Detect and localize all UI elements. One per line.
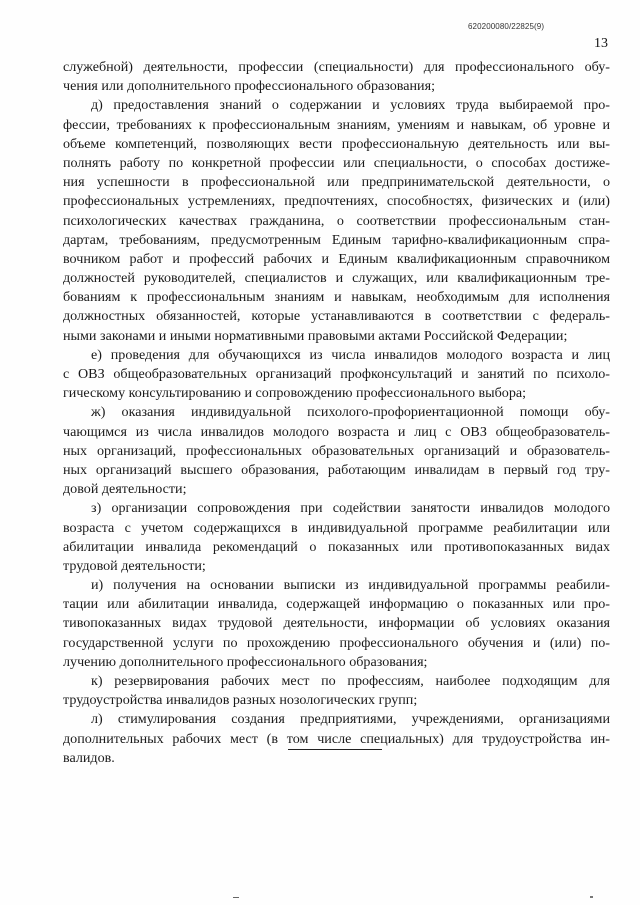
- text-line: абилитации инвалида рекомендаций о показанных или противопоказанных видах: [63, 538, 610, 555]
- text-line: л) стимулирования создания предприятиями, учреждениями, организациями: [91, 711, 610, 728]
- text-line: психологических качествах гражданина, о соответствии профессиональным стан-: [63, 212, 610, 229]
- text-line: ными законами и иными нормативными правовыми актами Российской Федерации;: [63, 327, 568, 344]
- text-line: возраста с учетом содержащихся в индивидуальной программе реабилитации или: [63, 519, 610, 536]
- paragraph-item-z: [63, 499, 610, 576]
- paragraph-item-i: [63, 576, 610, 672]
- document-id: 620200080/22825(9): [468, 22, 545, 31]
- paragraph-item-k: [63, 672, 610, 710]
- text-line: с ОВЗ общеобразовательных организаций профконсультаций и занятий по психоло-: [63, 366, 610, 382]
- text-line: валидов.: [63, 749, 115, 766]
- text-line: ния успешности в профессиональной или предпринимательской деятельности, о: [63, 174, 610, 191]
- text-line: объеме компетенций, позволяющих вести профессиональную деятельность или вы-: [63, 135, 610, 152]
- text-line: лучению дополнительного профессионального образования;: [63, 653, 428, 670]
- text-line: государственной услуги по прохождению профессионального обучения и (или) по-: [63, 634, 610, 651]
- text-line: чающимся из числа инвалидов молодого возраста и лиц с ОВЗ общеобразователь-: [63, 423, 610, 440]
- paragraph-item-l: [63, 710, 610, 768]
- text-line: профессиональных устремлениях, предпочтениях, способностях, физических и (или): [63, 193, 610, 210]
- scan-artifact: [233, 897, 239, 898]
- text-line: ж) оказания индивидуальной психолого-профориентационной помощи обу-: [91, 404, 610, 421]
- document-body: [63, 58, 610, 768]
- page-number: 13: [594, 36, 608, 51]
- text-line: трудоустройства инвалидов разных нозологических групп;: [63, 692, 418, 709]
- paragraph-item-e: [63, 346, 610, 404]
- text-line: дартам, требованиям, предусмотренным Единым тарифно-квалификационным спра-: [63, 231, 610, 248]
- paragraph-item-d: [63, 96, 610, 345]
- text-line: чения или дополнительного профессионального образования;: [63, 78, 435, 95]
- text-line: тивопоказанных видах трудовой деятельности, информации об условиях оказания: [63, 615, 610, 632]
- text-line: полнять работу по конкретной профессии или специальности, о способах достиже-: [63, 154, 610, 171]
- text-line: к) резервирования рабочих мест по профессиям, наиболее подходящим для: [91, 673, 610, 689]
- text-line: дополнительных рабочих мест (в том числе специальных) для трудоустройства ин-: [63, 730, 610, 747]
- text-line: должностей руководителей, специалистов и служащих, или квалификационным тре-: [63, 270, 610, 287]
- paragraph-continuation: [63, 58, 610, 96]
- text-line: гическому консультированию и сопровождению профессионального выбора;: [63, 385, 527, 402]
- text-line: ных организаций высшего образования, работающим инвалидам в первый год тру-: [63, 461, 610, 478]
- text-line: е) проведения для обучающихся из числа инвалидов молодого возраста и лиц: [91, 346, 610, 363]
- text-line: довой деятельности;: [63, 481, 187, 498]
- paragraph-item-zh: [63, 403, 610, 499]
- text-line: вочником работ и профессий рабочих и Единым квалификационным справочником: [63, 250, 610, 267]
- scan-artifact: [590, 896, 593, 898]
- text-line: д) предоставления знаний о содержании и условиях труда выбираемой про-: [91, 97, 610, 114]
- text-line: ных организаций, профессиональных образовательных организаций и образователь-: [63, 442, 610, 459]
- text-line: фессии, требованиях к профессиональным знаниям, умениям и навыкам, об уровне и: [63, 116, 610, 133]
- text-line: должностных обязанностей, которые устанавливаются в соответствии с федераль-: [63, 308, 610, 325]
- text-line: и) получения на основании выписки из индивидуальной программы реабили-: [91, 577, 610, 594]
- end-of-document-rule: [288, 749, 382, 750]
- text-line: трудовой деятельности;: [63, 557, 206, 574]
- text-line: тации или абилитации инвалида, содержащей информацию о показанных или про-: [63, 596, 610, 613]
- text-line: бованиям к профессиональным знаниям и навыкам, необходимым для исполнения: [63, 289, 610, 306]
- text-line: з) организации сопровождения при содействии занятости инвалидов молодого: [91, 500, 610, 517]
- text-line: служебной) деятельности, профессии (специальности) для профессионального обу-: [63, 59, 610, 75]
